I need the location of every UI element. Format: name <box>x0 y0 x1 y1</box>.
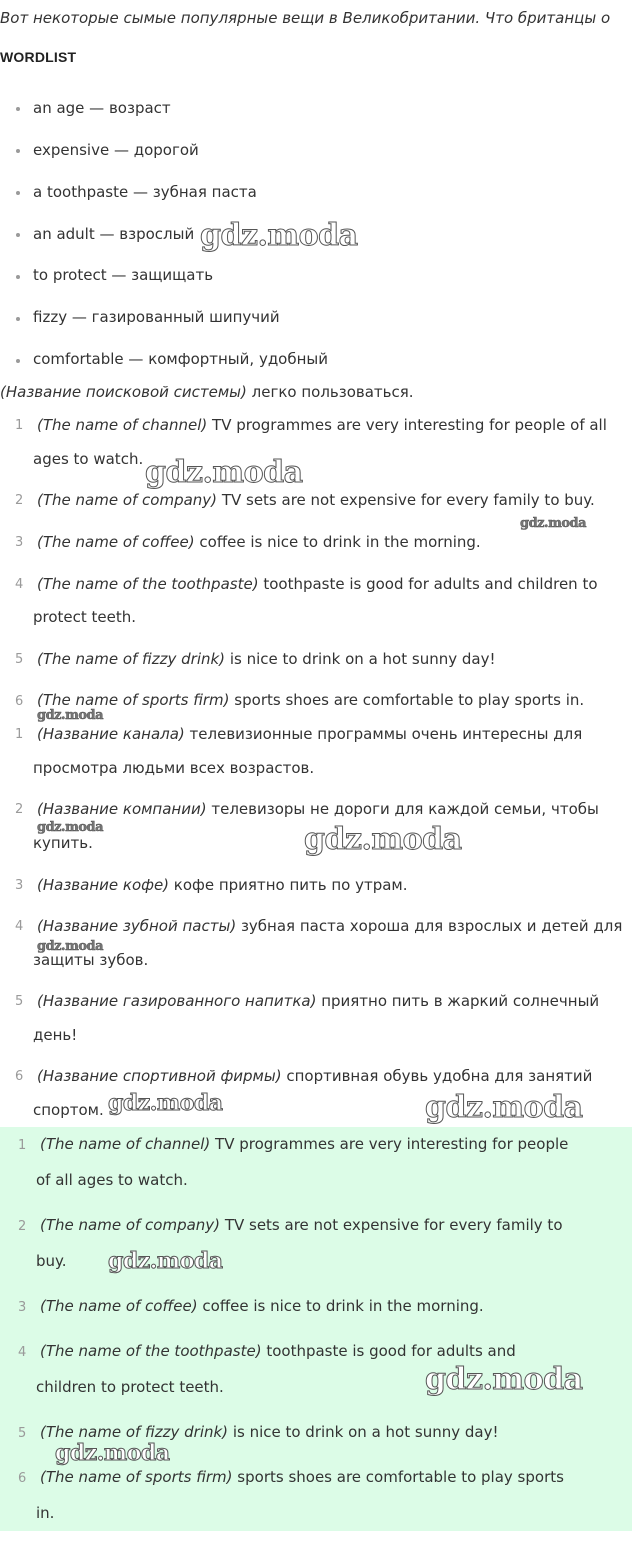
wordlist-item: a toothpaste — зубная паста <box>33 183 257 201</box>
item-italic: (The name of coffee) <box>40 1297 198 1315</box>
list-item-continuation: спортом. <box>33 1101 104 1119</box>
item-italic: (Название спортивной фирмы) <box>37 1067 282 1085</box>
item-number: 1 <box>15 727 24 742</box>
search-engine-italic: (Название поисковой системы) <box>0 383 247 401</box>
item-italic: (The name of company) <box>37 491 218 509</box>
bullet <box>16 107 20 111</box>
item-number: 2 <box>15 802 24 817</box>
bullet <box>16 233 20 237</box>
list-item-continuation: of all ages to watch. <box>36 1171 188 1189</box>
watermark: gdz.moda <box>37 820 104 835</box>
bullet <box>16 149 20 153</box>
list-item-continuation: купить. <box>33 834 93 852</box>
search-engine-line <box>0 383 414 401</box>
list-item <box>40 1297 484 1315</box>
item-number: 1 <box>15 418 24 433</box>
list-item <box>40 1342 516 1360</box>
item-italic: (Название канала) <box>37 725 185 743</box>
item-number: 2 <box>15 493 24 508</box>
item-italic: (Название компании) <box>37 800 207 818</box>
watermark: gdz.moda <box>108 1090 223 1116</box>
item-text: телевизоры не дороги для каждой семьи, чтобы <box>206 800 599 818</box>
list-item-continuation: protect teeth. <box>33 608 137 626</box>
watermark: gdz.moda <box>425 1090 583 1125</box>
item-number: 4 <box>18 1345 27 1360</box>
list-item <box>40 1468 564 1486</box>
item-number: 5 <box>15 994 24 1009</box>
item-italic: (The name of channel) <box>37 416 208 434</box>
wordlist-item: fizzy — газированный шипучий <box>33 308 280 326</box>
item-text: toothpaste is good for adults and children to <box>258 575 598 593</box>
list-item-continuation: in. <box>36 1504 55 1522</box>
bullet <box>16 317 20 321</box>
item-italic: (The name of company) <box>40 1216 221 1234</box>
item-number: 6 <box>18 1471 27 1486</box>
item-number: 6 <box>15 1069 24 1084</box>
item-text: TV programmes are very interesting for people of all <box>207 416 607 434</box>
item-number: 3 <box>15 878 24 893</box>
bullet <box>16 191 20 195</box>
item-number: 6 <box>15 694 24 709</box>
item-text: coffee is nice to drink in the morning. <box>194 533 481 551</box>
list-item <box>37 992 599 1010</box>
watermark: gdz.moda <box>200 218 358 253</box>
item-number: 1 <box>18 1138 27 1153</box>
item-number: 3 <box>15 535 24 550</box>
item-number: 5 <box>18 1426 27 1441</box>
item-italic: (Название кофе) <box>37 876 170 894</box>
item-italic: (The name of sports firm) <box>40 1468 233 1486</box>
item-italic: (The name of fizzy drink) <box>37 650 226 668</box>
item-number: 4 <box>15 577 24 592</box>
wordlist-item: comfortable — комфортный, удобный <box>33 350 329 368</box>
item-number: 3 <box>18 1300 27 1315</box>
item-italic: (The name of the toothpaste) <box>40 1342 262 1360</box>
list-item <box>40 1216 563 1234</box>
list-item <box>37 800 599 818</box>
list-item <box>37 491 595 509</box>
watermark: gdz.moda <box>145 455 303 490</box>
intro-text: Вот некоторые сымые популярные вещи в Великобритании. Что британцы о <box>0 9 611 27</box>
list-item-continuation: защиты зубов. <box>33 951 149 969</box>
bullet <box>16 275 20 279</box>
watermark: gdz.moda <box>37 708 104 723</box>
search-engine-rest: легко пользоваться. <box>246 383 414 401</box>
list-item-continuation: просмотра людьми всех возрастов. <box>33 759 315 777</box>
item-text: sports shoes are comfortable to play sports in. <box>229 691 585 709</box>
item-text: is nice to drink on a hot sunny day! <box>225 650 496 668</box>
item-italic: (The name of sports firm) <box>37 691 230 709</box>
wordlist-item: an age — возраст <box>33 99 171 117</box>
watermark: gdz.moda <box>108 1248 223 1274</box>
item-italic: (Название газированного напитка) <box>37 992 317 1010</box>
item-text: is nice to drink on a hot sunny day! <box>228 1423 499 1441</box>
item-italic: (The name of fizzy drink) <box>40 1423 229 1441</box>
item-text: телевизионные программы очень интересны для <box>184 725 583 743</box>
item-text: sports shoes are comfortable to play sports <box>232 1468 564 1486</box>
item-number: 5 <box>15 652 24 667</box>
item-text: TV programmes are very interesting for people <box>210 1135 569 1153</box>
list-item <box>37 533 481 551</box>
bullet <box>16 359 20 363</box>
wordlist-item: to protect — защищать <box>33 266 214 284</box>
item-number: 2 <box>18 1219 27 1234</box>
wordlist-item: expensive — дорогой <box>33 141 199 159</box>
list-item <box>37 917 622 935</box>
list-item <box>37 691 584 709</box>
list-item <box>37 575 598 593</box>
item-text: coffee is nice to drink in the morning. <box>197 1297 484 1315</box>
item-text: зубная паста хороша для взрослых и детей для <box>236 917 623 935</box>
watermark: gdz.moda <box>37 939 104 954</box>
watermark: gdz.moda <box>304 822 462 857</box>
item-italic: (The name of channel) <box>40 1135 211 1153</box>
list-item <box>40 1423 498 1441</box>
list-item-continuation: день! <box>33 1026 78 1044</box>
item-text: приятно пить в жаркий солнечный <box>316 992 600 1010</box>
item-text: спортивная обувь удобна для занятий <box>281 1067 593 1085</box>
item-text: кофе приятно пить по утрам. <box>169 876 408 894</box>
item-italic: (The name of the toothpaste) <box>37 575 259 593</box>
list-item-continuation: children to protect teeth. <box>36 1378 224 1396</box>
list-item <box>37 650 495 668</box>
watermark: gdz.moda <box>425 1362 583 1397</box>
list-item <box>40 1135 568 1153</box>
item-italic: (Название зубной пасты) <box>37 917 237 935</box>
list-item-continuation: ages to watch. <box>33 450 144 468</box>
wordlist-item: an adult — взрослый <box>33 225 195 243</box>
list-item <box>37 1067 592 1085</box>
list-item <box>37 416 607 434</box>
watermark: gdz.moda <box>55 1440 170 1466</box>
item-text: toothpaste is good for adults and <box>261 1342 516 1360</box>
watermark: gdz.moda <box>520 516 587 531</box>
wordlist-title: WORDLIST <box>0 49 77 65</box>
list-item <box>37 725 582 743</box>
list-item-continuation: buy. <box>36 1252 67 1270</box>
item-italic: (The name of coffee) <box>37 533 195 551</box>
item-text: TV sets are not expensive for every family to buy. <box>217 491 595 509</box>
item-text: TV sets are not expensive for every family to <box>220 1216 563 1234</box>
item-number: 4 <box>15 919 24 934</box>
list-item <box>37 876 408 894</box>
